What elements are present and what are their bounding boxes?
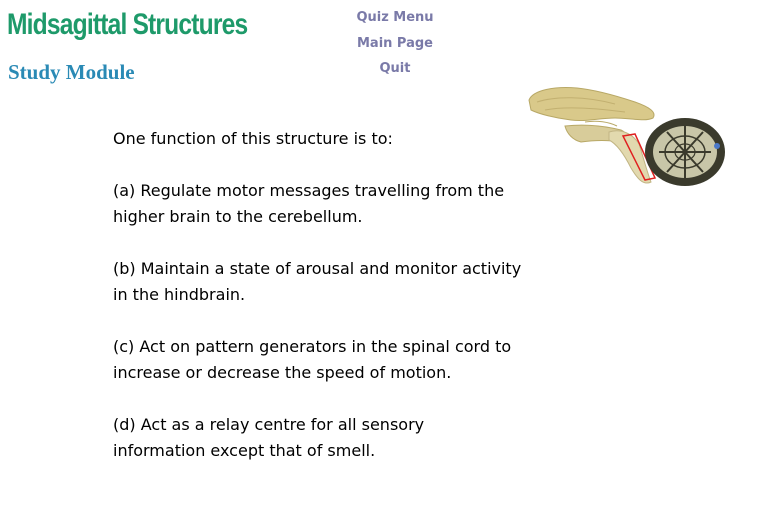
page-subtitle: Study Module — [8, 60, 135, 84]
cerebrum-shape — [529, 88, 654, 121]
page-title: Midsagittal Structures — [7, 8, 248, 41]
quiz-menu-link[interactable]: Quiz Menu — [356, 10, 434, 25]
answer-option-b[interactable]: (b) Maintain a state of arousal and monitor activity in the hindbrain. — [113, 259, 522, 304]
question-area — [113, 126, 573, 490]
nav-menu — [340, 10, 450, 76]
answer-option-a[interactable]: (a) Regulate motor messages travelling from the higher brain to the cerebellum. — [113, 181, 505, 226]
answer-option-d[interactable]: (d) Act as a relay centre for all sensory information except that of smell. — [113, 415, 425, 460]
quit-link[interactable]: Quit — [379, 61, 411, 76]
question-prompt: One function of this structure is to: — [113, 129, 393, 148]
answer-option-c[interactable]: (c) Act on pattern generators in the spinal cord to increase or decrease the speed of motion. — [113, 337, 512, 382]
main-page-link[interactable]: Main Page — [356, 36, 434, 51]
